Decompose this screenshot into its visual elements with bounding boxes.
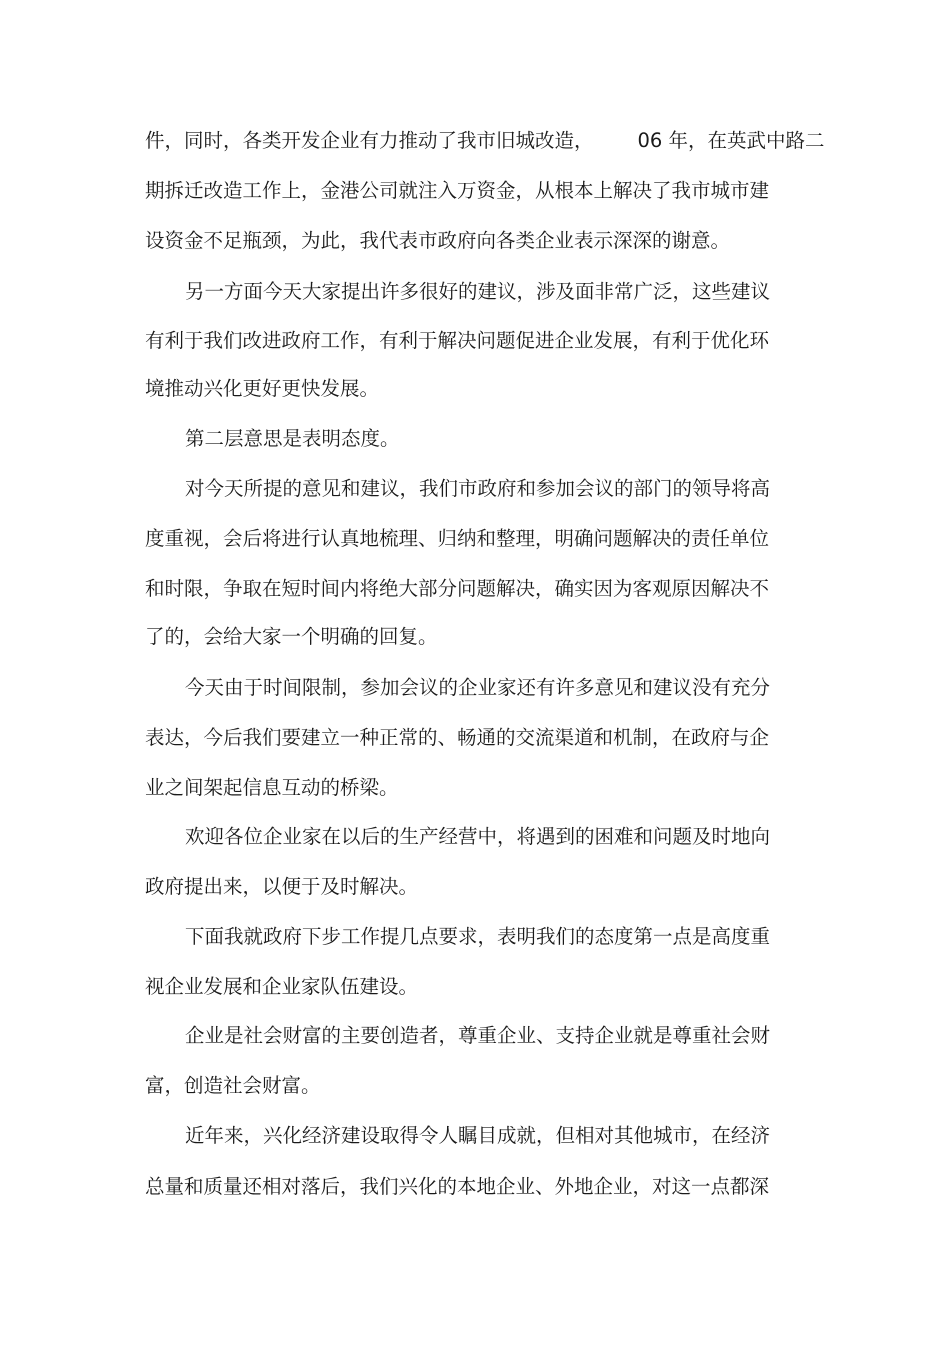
- paragraph-first-line: 下面我就政府下步工作提几点要求，表明我们的态度第一点是高度重: [185, 925, 771, 948]
- text-line: 度重视，会后将进行认真地梳理、归纳和整理，明确问题解决的责任单位: [145, 527, 770, 550]
- paragraph-first-line: 另一方面今天大家提出许多很好的建议，涉及面非常广泛，这些建议: [185, 280, 771, 303]
- text-line: 境推动兴化更好更快发展。: [145, 377, 380, 400]
- paragraph-first-line: 对今天所提的意见和建议，我们市政府和参加会议的部门的领导将高: [185, 477, 771, 500]
- paragraph-first-line: 第二层意思是表明态度。: [185, 427, 400, 450]
- text-line: 表达，今后我们要建立一种正常的、畅通的交流渠道和机制，在政府与企: [145, 726, 770, 749]
- paragraph-first-line: 今天由于时间限制，参加会议的企业家还有许多意见和建议没有充分: [185, 676, 771, 699]
- text-line: 设资金不足瓶颈，为此，我代表市政府向各类企业表示深深的谢意。: [145, 229, 731, 252]
- paragraph-first-line: 欢迎各位企业家在以后的生产经营中，将遇到的困难和问题及时地向: [185, 825, 771, 848]
- text-line: 视企业发展和企业家队伍建设。: [145, 975, 419, 998]
- text-line: 总量和质量还相对落后，我们兴化的本地企业、外地企业，对这一点都深: [145, 1175, 770, 1198]
- text-segment: 06 年，在英武中路二: [637, 129, 825, 152]
- text-line: 了的，会给大家一个明确的回复。: [145, 625, 438, 648]
- paragraph-first-line: 企业是社会财富的主要创造者，尊重企业、支持企业就是尊重社会财: [185, 1024, 771, 1047]
- text-line: 富，创造社会财富。: [145, 1074, 321, 1097]
- text-line: 有利于我们改进政府工作，有利于解决问题促进企业发展，有利于优化环: [145, 329, 770, 352]
- text-line: 期拆迁改造工作上，金港公司就注入万资金，从根本上解决了我市城市建: [145, 179, 770, 202]
- text-line: 和时限，争取在短时间内将绝大部分问题解决，确实因为客观原因解决不: [145, 577, 770, 600]
- text-line: 业之间架起信息互动的桥梁。: [145, 776, 399, 799]
- text-line: 政府提出来，以便于及时解决。: [145, 875, 419, 898]
- text-segment: 件，同时，各类开发企业有力推动了我市旧城改造，: [145, 129, 594, 152]
- text-line: [145, 126, 825, 156]
- paragraph-first-line: 近年来，兴化经济建设取得令人瞩目成就，但相对其他城市，在经济: [185, 1124, 771, 1147]
